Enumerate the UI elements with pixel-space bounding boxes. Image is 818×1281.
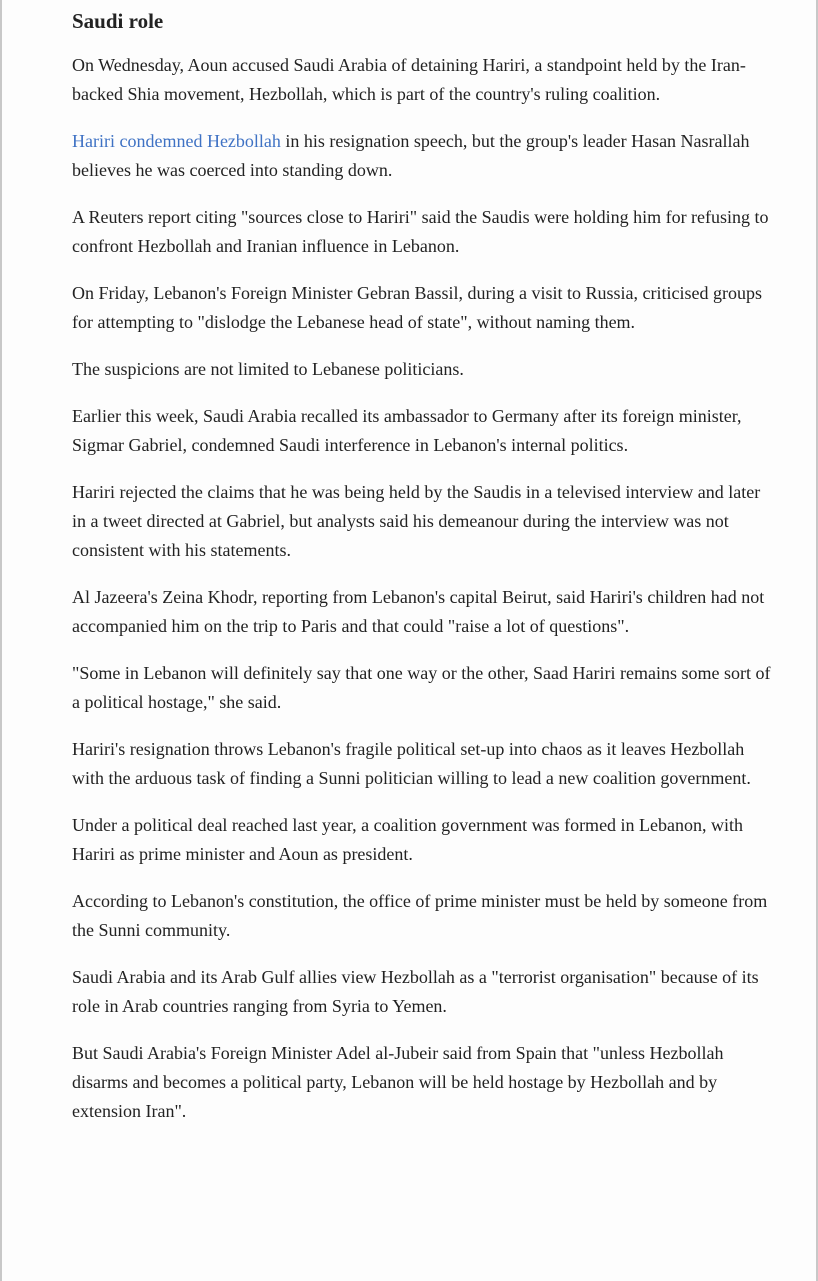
paragraph: On Wednesday, Aoun accused Saudi Arabia of detaining Hariri, a standpoint held by the Iran-backed Shia movement, Hezbollah, which is part of the country's ruling coalition.	[72, 55, 746, 104]
paragraph: The suspicions are not limited to Lebanese politicians.	[72, 359, 464, 379]
section-heading: Saudi role	[72, 9, 164, 33]
paragraph: Hariri's resignation throws Lebanon's fragile political set-up into chaos as it leaves Hezbollah with the arduous task of finding a Sunni politician willing to lead a new coalition government.	[72, 739, 751, 788]
article-body	[72, 6, 772, 1144]
paragraph: Under a political deal reached last year, a coalition government was formed in Lebanon, with Hariri as prime minister and Aoun as president.	[72, 815, 744, 864]
paragraph: On Friday, Lebanon's Foreign Minister Gebran Bassil, during a visit to Russia, criticised groups for attempting to "dislodge the Lebanese head of state", without naming them.	[72, 283, 762, 332]
paragraph: Earlier this week, Saudi Arabia recalled its ambassador to Germany after its foreign minister, Sigmar Gabriel, condemned Saudi interference in Lebanon's internal politics.	[72, 406, 742, 455]
paragraph: "Some in Lebanon will definitely say that one way or the other, Saad Hariri remains some sort of a political hostage," she said.	[72, 663, 771, 712]
paragraph: Al Jazeera's Zeina Khodr, reporting from Lebanon's capital Beirut, said Hariri's children had not accompanied him on the trip to Paris and that could "raise a lot of questions".	[72, 587, 765, 636]
paragraph: A Reuters report citing "sources close to Hariri" said the Saudis were holding him for refusing to confront Hezbollah and Iranian influence in Lebanon.	[72, 207, 769, 256]
paragraph: But Saudi Arabia's Foreign Minister Adel al-Jubeir said from Spain that "unless Hezbollah disarms and becomes a political party, Lebanon will be held hostage by Hezbollah and by extension Iran".	[72, 1043, 724, 1121]
paragraph-text: in his resignation speech, but the group's leader Hasan Nasrallah believes he was coerced into standing down.	[72, 131, 750, 180]
paragraph: Hariri rejected the claims that he was being held by the Saudis in a televised interview and later in a tweet directed at Gabriel, but analysts said his demeanour during the interview was not consistent with his statements.	[72, 482, 761, 560]
hariri-condemned-hezbollah-link[interactable]: Hariri condemned Hezbollah	[72, 131, 281, 151]
paragraph: Saudi Arabia and its Arab Gulf allies view Hezbollah as a "terrorist organisation" because of its role in Arab countries ranging from Syria to Yemen.	[72, 967, 759, 1016]
paragraph: According to Lebanon's constitution, the office of prime minister must be held by someone from the Sunni community.	[72, 891, 768, 940]
paragraph-with-link	[72, 127, 772, 185]
